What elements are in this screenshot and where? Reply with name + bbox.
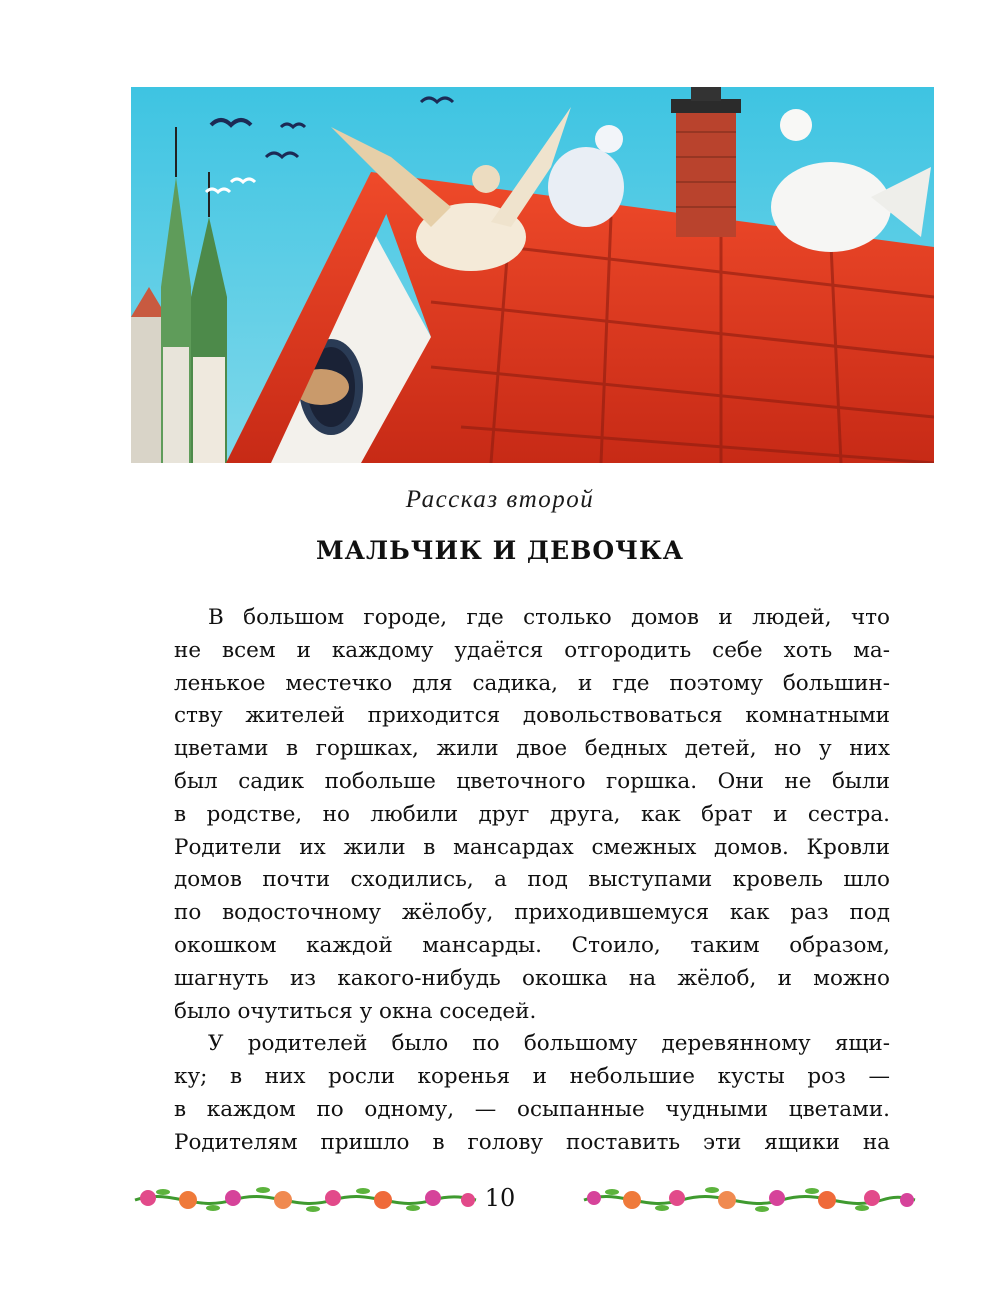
text-line: было очутиться у окна соседей. [174, 998, 537, 1024]
rooftop-illustration [131, 87, 934, 463]
text-line: домов почти сходились, а под выступами кровель шло [174, 867, 890, 893]
page-number: 10 [484, 1184, 516, 1212]
text-line: по водосточному жёлобу, приходившемуся как раз под [174, 900, 890, 926]
text-line: ку; в них росли коренья и небольшие кусты роз — [174, 1064, 890, 1090]
story-subtitle: Рассказ второй [405, 486, 595, 513]
rooftop-with-birds-illustration [131, 87, 934, 463]
text-line: Родителям пришло в голову поставить эти ящики на [174, 1129, 890, 1155]
text-line: ству жителей приходится довольствоваться комнатными [174, 703, 890, 729]
text-line: шагнуть из какого-нибудь окошка на жёлоб, и можно [174, 965, 890, 991]
text-line: Родители их жили в мансардах смежных домов. Кровли [174, 834, 890, 860]
text-line: В большом городе, где столько домов и людей, что [208, 605, 890, 630]
text-line: ленькое местечко для садика, и где поэтому большин- [174, 670, 890, 696]
text-line: не всем и каждому удаётся отгородить себе хоть ма- [174, 637, 890, 663]
text-line: в каждом по одному, — осыпанные чудными цветами. [174, 1096, 890, 1122]
story-title: МАЛЬЧИК И ДЕВОЧКА [315, 536, 685, 565]
text-line: в родстве, но любили друг друга, как брат и сестра. [174, 801, 890, 827]
text-line: был садик побольше цветочного горшка. Они не были [174, 768, 890, 794]
story-body [174, 602, 890, 1160]
text-line: У родителей было по большому деревянному ящи- [208, 1031, 890, 1057]
flower-garland-icon [582, 1178, 917, 1218]
text-line: окошком каждой мансарды. Стоило, таким образом, [174, 932, 890, 958]
text-line: цветами в горшках, жили двое бедных детей, но у них [174, 736, 890, 762]
